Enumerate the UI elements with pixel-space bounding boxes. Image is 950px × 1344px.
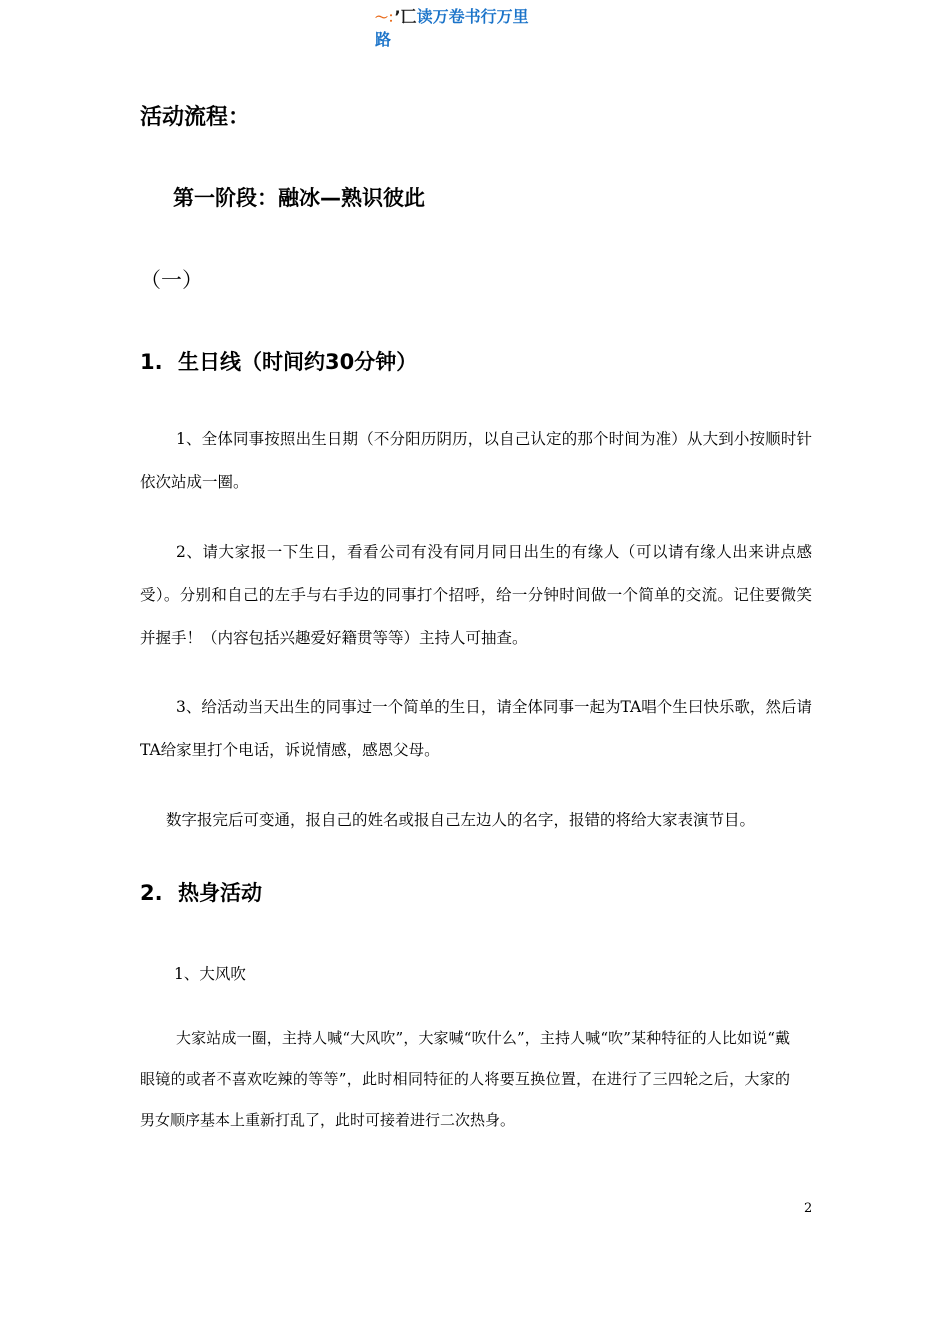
subsection-heading: 1、大风吹: [174, 965, 246, 983]
section-heading-2: [140, 877, 262, 907]
note-paragraph: 数字报完后可变通，报自己的姓名或报自己左边人的名字，报错的将给大家表演节目。: [166, 811, 756, 829]
section-number: 1.: [140, 350, 163, 374]
game-paragraph: 大家站成一圈，主持人喊“大风吹”，大家喊“吹什么”，主持人喊“吹”某种特征的人比如说“戴眼镜的或者不喜欢吃辣的等等”，此时相同特征的人将要互换位置，在进行了三四轮之后，大家的男女顺序基本上重新打乱了，此时可接着进行二次热身。: [140, 1029, 790, 1129]
header-slogan: 读万卷书行万里: [416, 7, 529, 26]
paragraph-item-1: 1、全体同事按照出生日期（不分阳历阴历，以自己认定的那个时间为准）从大到小按顺时针依次站成一圈。: [140, 430, 812, 491]
section-title: 热身活动: [178, 881, 262, 905]
page-header: [375, 6, 575, 50]
section-number: 2.: [140, 881, 163, 905]
sub-heading: （一）: [140, 268, 203, 292]
paragraph-item-3: 3、给活动当天出生的同事过一个简单的生日，请全体同事一起为TA唱个生曰快乐歌，然后请TA给家里打个电话，诉说情感，感恩父母。: [140, 698, 812, 759]
section-title: 生日线（时间约30分钟）: [178, 350, 418, 374]
header-slogan-cont: 路: [375, 30, 392, 49]
paragraph-item-2: 2、请大家报一下生日，看看公司有没有同月同日出生的有缘人（可以请有缘人出来讲点感受）。分别和自己的左手与右手边的同事打个招呼，给一分钟时间做一个简单的交流。记住要微笑并握手！（内容包括兴趣爱好籍贯等等）主持人可抽查。: [140, 543, 812, 647]
header-mark-2: ’匸: [394, 7, 417, 26]
page-title: 活动流程：: [140, 105, 251, 130]
page-number: 2: [804, 1201, 813, 1216]
section-heading-1: [140, 346, 417, 376]
stage-heading: 第一阶段：融冰—熟识彼此: [173, 186, 425, 210]
header-mark: 〜：: [375, 11, 395, 26]
